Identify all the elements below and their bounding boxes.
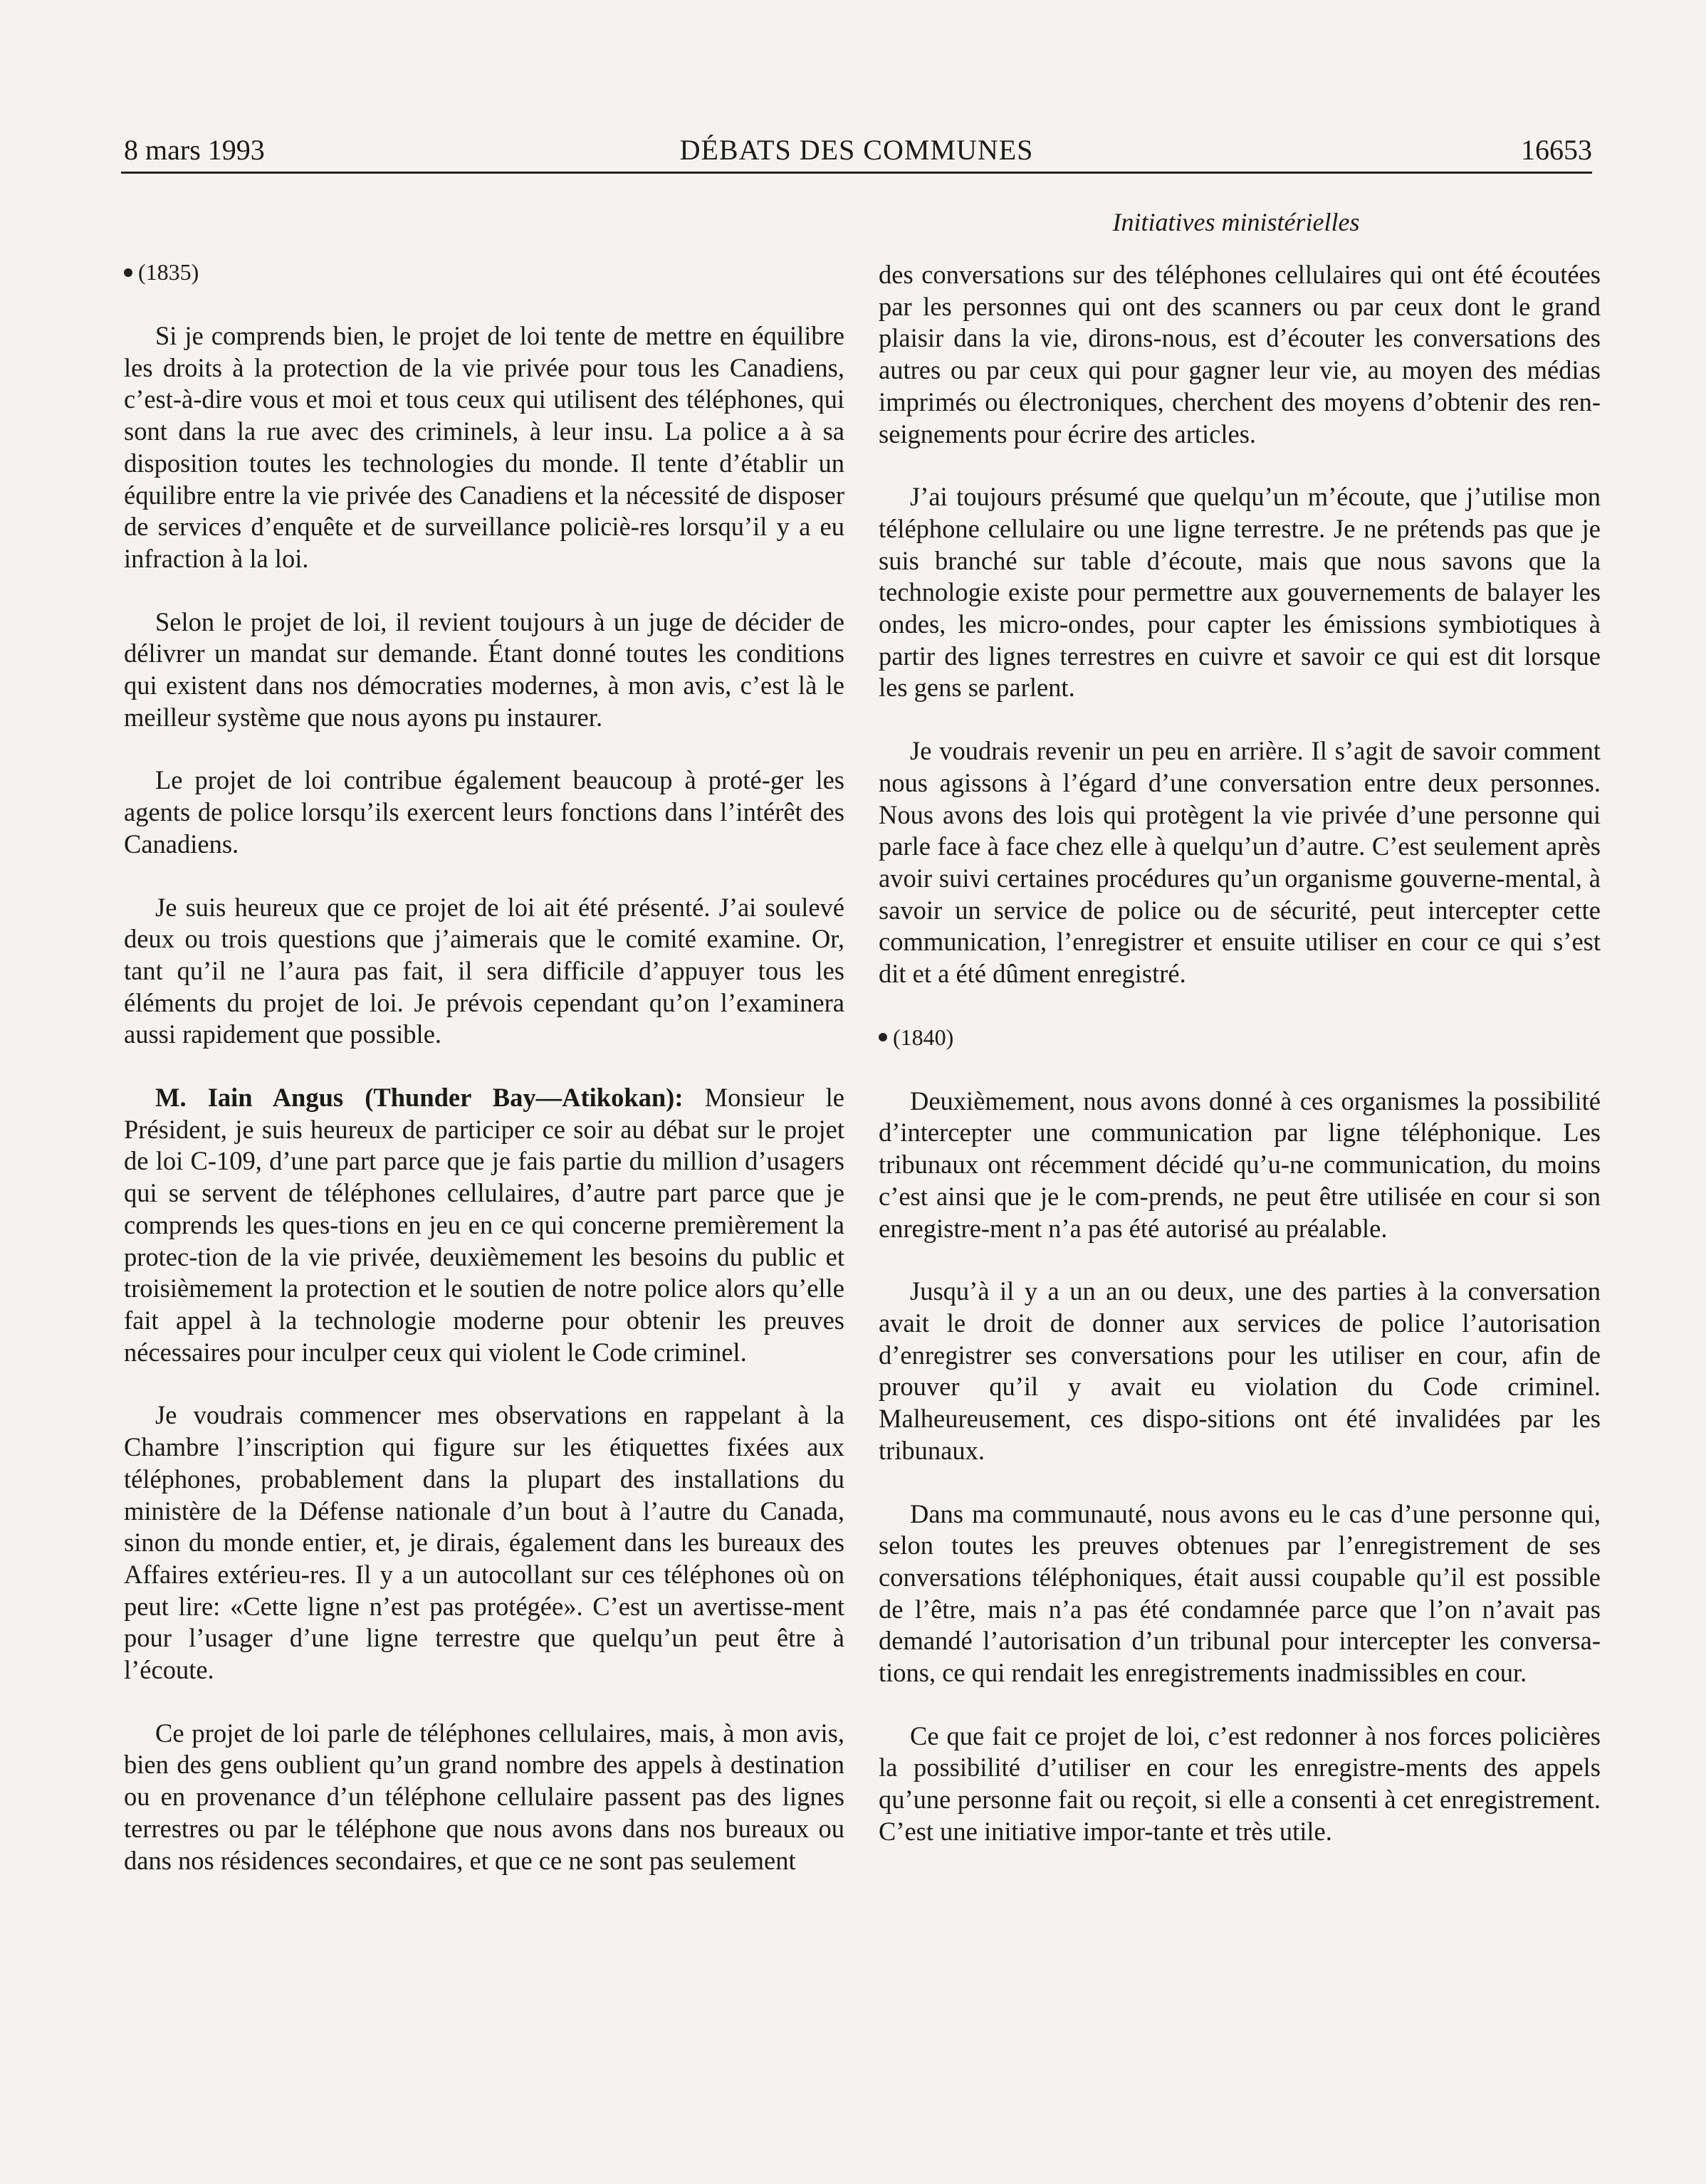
paragraph: Dans ma communauté, nous avons eu le cas d’une personne qui, selon toutes les preuves obtenues par l’enregistrement de ses conversations téléphoniques, était aussi coupable qu’il est possible de l’être, mais n’a pas été condamnée parce que l’on n’avait pas demandé l’autorisation d’un tribunal pour intercepter les conversa-tions, ce qui rendait les enregistrements inadmissibles en cour. bbox=[879, 1498, 1601, 1688]
header-page-number: 16653 bbox=[1521, 134, 1592, 166]
bullet-icon bbox=[124, 268, 132, 277]
paragraph: Je voudrais revenir un peu en arrière. Il s’agit de savoir comment nous agissons à l’égard d’une conversation entre deux personnes. Nous avons des lois qui protègent la vie privée d’une personne qui parle face à face chez elle à quelqu’un d’autre. C’est seulement après avoir suivi certaines procédures qu’un organisme gouverne-mental, à savoir un service de police ou de sécurité, peut intercepter cette communication, l’enregistrer et ensuite utiliser en cour ce qui s’est dit et a été dûment enregistré. bbox=[879, 736, 1601, 989]
header-date: 8 mars 1993 bbox=[124, 134, 265, 166]
paragraph: Jusqu’à il y a un an ou deux, une des parties à la conversation avait le droit de donner aux services de police l’autorisation d’enregistrer ses conversations pour les utiliser en cour, afin de prouver qu’il y avait eu violation du Code criminel. Malheureusement, ces dispo-sitions ont été invalidées par les tribunaux. bbox=[879, 1276, 1601, 1465]
paragraph: Si je comprends bien, le projet de loi tente de mettre en équilibre les droits à la protection de la vie privée pour tous les Canadiens, c’est-à-dire vous et moi et tous ceux qui utilisent des téléphones, qui sont dans la rue avec des criminels, à leur insu. La police a à sa disposition toutes les technologies du monde. Il tente d’établir un équilibre entre la vie privée des Canadiens et la nécessité de disposer de services d’enquête et de surveillance policiè-res lorsqu’il y a eu infraction à la loi. bbox=[124, 321, 844, 573]
left-column bbox=[124, 256, 844, 1908]
paragraph: Je suis heureux que ce projet de loi ait été présenté. J’ai soulevé deux ou trois questions que j’aimerais que le comité examine. Or, tant qu’il ne l’aura pas fait, il sera difficile d’appuyer tous les éléments du projet de loi. Je prévois cependant qu’on l’examinera aussi rapidement que possible. bbox=[124, 892, 844, 1049]
bullet-icon bbox=[879, 1033, 887, 1041]
paragraph: Ce que fait ce projet de loi, c’est redonner à nos forces policières la possibilité d’utiliser en cour les enregistre-ments des appels qu’une personne fait ou reçoit, si elle a consenti à cet enregistrement. C’est une initiative impor-tante et très utile. bbox=[879, 1721, 1601, 1846]
timestamp-marker bbox=[124, 256, 844, 288]
paragraph: Je voudrais commencer mes observations en rappelant à la Chambre l’inscription qui figure sur les étiquettes fixées aux téléphones, probablement dans la plupart des installations du ministère de la Défense nationale d’un bout à l’autre du Canada, sinon du monde entier, et, je dirais, également dans les bureaux des Affaires extérieu-res. Il y a un autocollant sur ces téléphones où on peut lire: «Cette ligne n’est pas protégée». C’est un avertisse-ment pour l’usager d’une ligne terrestre que quelqu’un peut être à l’écoute. bbox=[124, 1400, 844, 1685]
continued-paragraph: des conversations sur des téléphones cellulaires qui ont été écoutées par les personnes qui ont des scanners ou par ceux dont le grand plaisir dans la vie, dirons-nous, est d’écouter les conversations des autres ou par ceux qui pour gagner leur vie, au moyen des médias imprimés ou électroniques, cherchent des moyens d’obtenir des ren-seignements pour écrire des articles. bbox=[879, 260, 1601, 448]
paragraph: Le projet de loi contribue également beaucoup à proté-ger les agents de police lorsqu’ils exercent leurs fonctions dans l’intérêt des Canadiens. bbox=[124, 765, 844, 859]
section-title: Initiatives ministérielles bbox=[1112, 208, 1360, 236]
timestamp-marker bbox=[879, 1022, 1601, 1053]
paragraph: Ce projet de loi parle de téléphones cellulaires, mais, à mon avis, bien des gens oublient qu’un grand nombre des appels à destination ou en provenance d’un téléphone cellulaire passent pas des lignes terrestres ou par le téléphone que nous avons dans nos bureaux ou dans nos résidences secondaires, et que ce ne sont pas seulement bbox=[124, 1718, 844, 1875]
timestamp-text: (1835) bbox=[138, 259, 199, 285]
page-header bbox=[121, 130, 1592, 170]
speaker-text: Monsieur le Président, je suis heureux de participer ce soir au débat sur le projet de loi C-109, d’une part parce que je fais partie du million d’usagers qui se servent de téléphones cellulaires, d’autre part parce que je comprends les ques-tions en jeu en ce qui concerne premièrement la protec-tion de la vie privée, deuxièmement les besoins du public et troisièmement la protection et le soutien de notre police alors qu’elle fait appel à la technologie moderne pour obtenir les preuves nécessaires pour inculper ceux qui violent le Code criminel. bbox=[124, 1083, 844, 1367]
speaker-name: M. Iain Angus (Thunder Bay—Atikokan): bbox=[155, 1083, 684, 1113]
paragraph: J’ai toujours présumé que quelqu’un m’écoute, que j’utilise mon téléphone cellulaire ou une ligne terrestre. Je ne prétends pas que je suis branché sur table d’écoute, mais que nous savons que la technologie existe pour permettre aux gouvernements de balayer les ondes, les micro-ondes, pour capter les émissions symbiotiques à partir des lignes terrestres en cuivre et savoir ce qui est dit lorsque les gens se parlent. bbox=[879, 482, 1601, 703]
right-column bbox=[879, 259, 1601, 1879]
timestamp-text: (1840) bbox=[893, 1024, 954, 1050]
speaker-paragraph bbox=[124, 1082, 844, 1368]
paragraph: Selon le projet de loi, il revient toujours à un juge de décider de délivrer un mandat sur demande. Étant donné toutes les conditions qui existent dans nos démocraties modernes, à mon avis, c’est là le meilleur système que nous ayons pu instaurer. bbox=[124, 607, 844, 732]
paragraph: Deuxièmement, nous avons donné à ces organismes la possibilité d’intercepter une communication par ligne téléphonique. Les tribunaux ont récemment décidé qu’u-ne communication, du moins c’est ainsi que je le com-prends, ne peut être utilisée en cour si son enregistre-ment n’a pas été autorisé au préalable. bbox=[879, 1086, 1601, 1243]
header-rule bbox=[121, 172, 1592, 174]
header-publication-title: DÉBATS DES COMMUNES bbox=[679, 134, 1034, 166]
